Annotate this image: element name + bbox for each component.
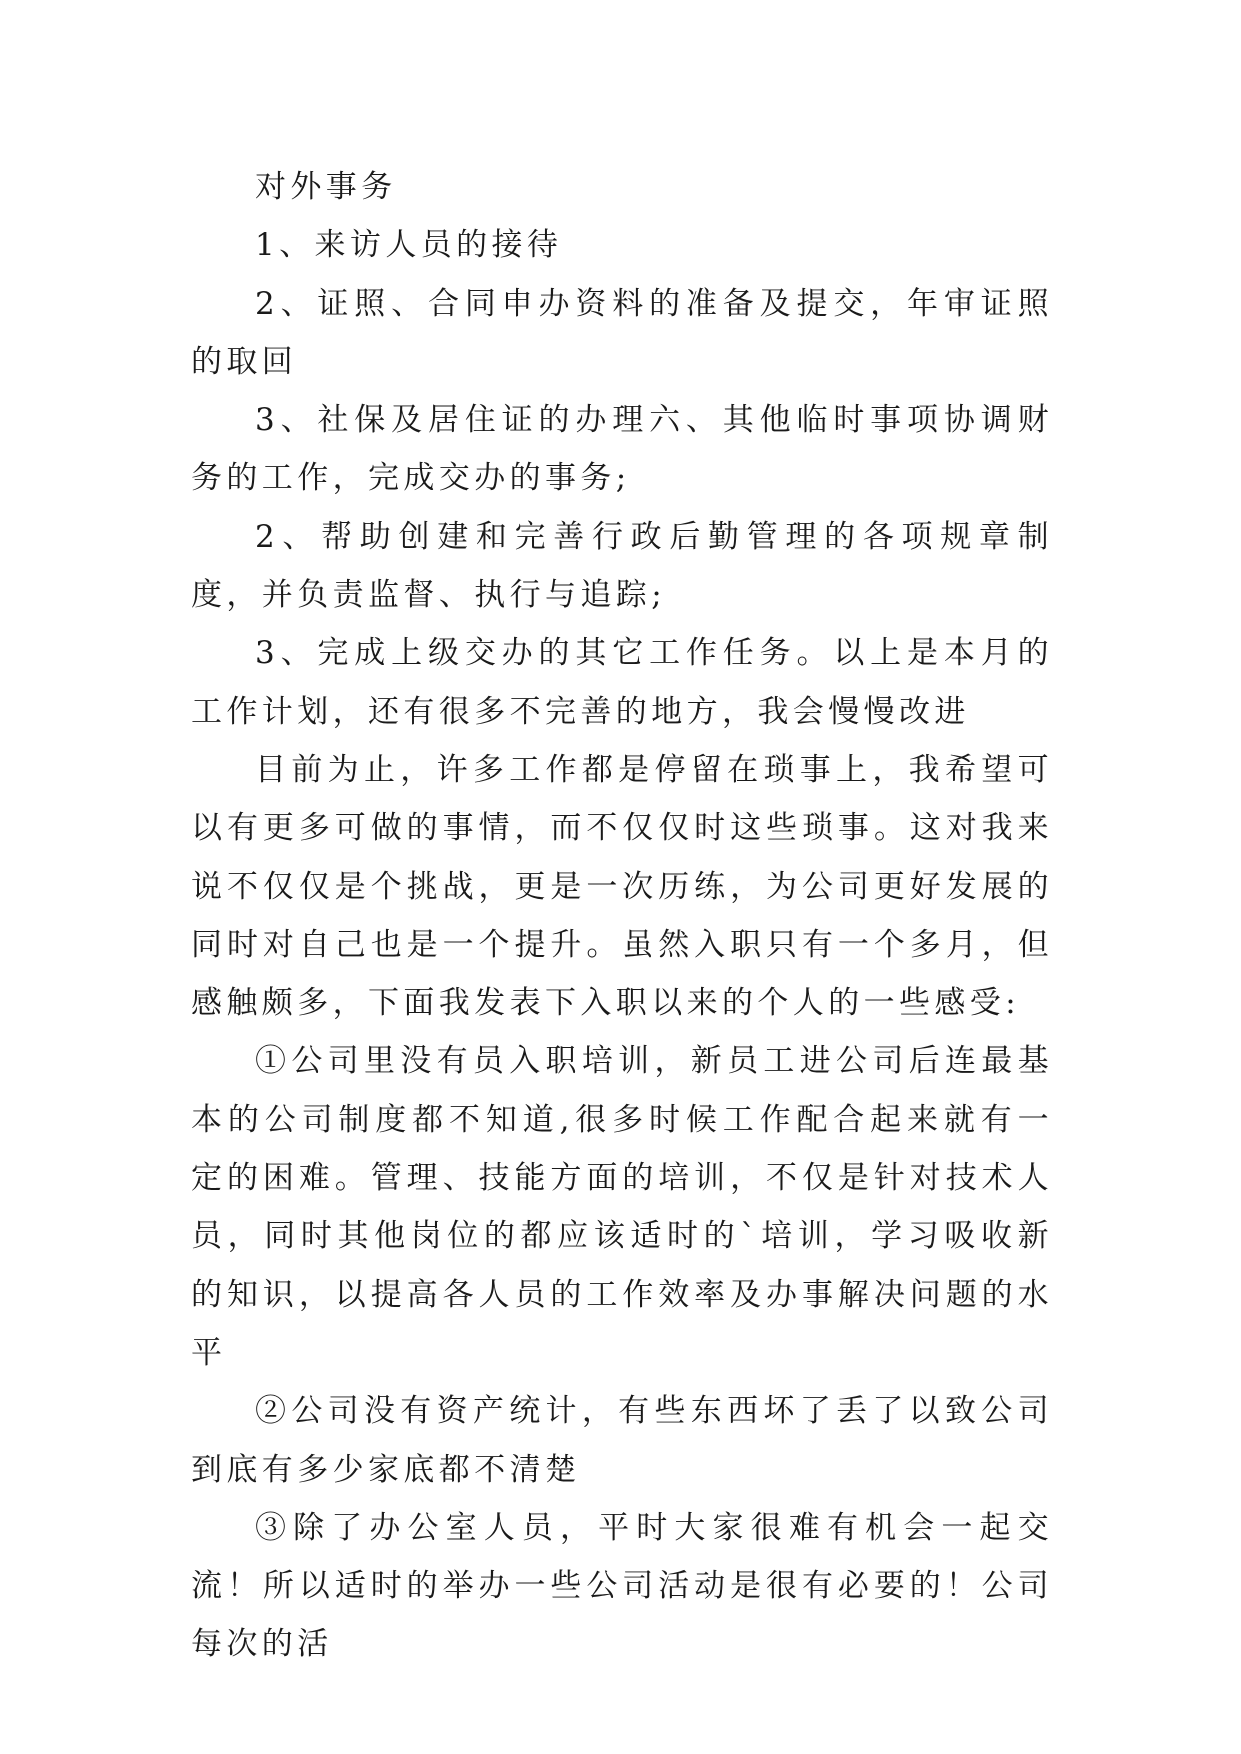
- paragraph: 目前为止，许多工作都是停留在琐事上，我希望可以有更多可做的事情，而不仅仅时这些琐事。这对我来说不仅仅是个挑战，更是一次历练，为公司更好发展的同时对自己也是一个提升。虽然入职只有一个多月，但感触颇多，下面我发表下入职以来的个人的一些感受:: [191, 751, 1053, 1022]
- document-body: [191, 158, 1053, 1674]
- paragraph: 2、帮助创建和完善行政后勤管理的各项规章制度，并负责监督、执行与追踪;: [191, 518, 1053, 614]
- paragraph: 3、社保及居住证的办理六、其他临时事项协调财务的工作，完成交办的事务;: [191, 402, 1053, 497]
- paragraph: ①公司里没有员入职培训，新员工进公司后连最基本的公司制度都不知道,很多时候工作配合起来就有一定的困难。管理、技能方面的培训，不仅是针对技术人员，同时其他岗位的都应该适时的`培训，学习吸收新的知识，以提高各人员的工作效率及办事解决问题的水平: [191, 1043, 1053, 1371]
- paragraph: 1、来访人员的接待: [255, 227, 563, 264]
- paragraph: ③除了办公室人员，平时大家很难有机会一起交流！所以适时的举办一些公司活动是很有必要的！公司每次的活: [191, 1509, 1053, 1663]
- paragraph: ②公司没有资产统计，有些东西坏了丢了以致公司到底有多少家底都不清楚: [191, 1393, 1053, 1488]
- paragraph: 2、证照、合同申办资料的准备及提交，年审证照的取回: [191, 285, 1053, 380]
- section-heading: 对外事务: [255, 169, 397, 205]
- paragraph: 3、完成上级交办的其它工作任务。以上是本月的工作计划，还有很多不完善的地方，我会慢慢改进: [191, 635, 1053, 730]
